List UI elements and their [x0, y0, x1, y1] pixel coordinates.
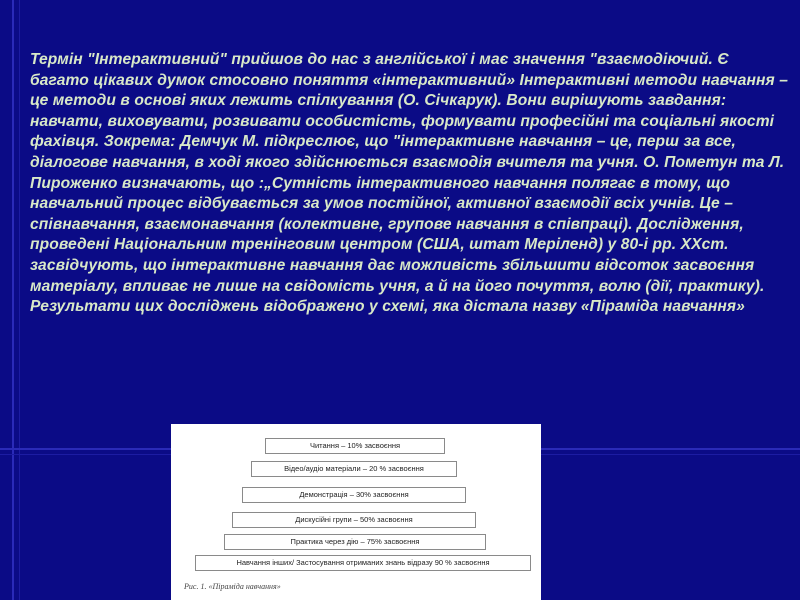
pyramid-level-2: Відео/аудіо матеріали – 20 % засвоєння — [251, 461, 457, 477]
pyramid-level-5: Практика через дію – 75% засвоєння — [224, 534, 486, 550]
pyramid-level-1: Читання – 10% засвоєння — [265, 438, 445, 454]
pyramid-level-4: Дискусійні групи – 50% засвоєння — [232, 512, 476, 528]
pyramid-level-6: Навчання інших/ Застосування отриманих знань відразу 90 % засвоєння — [195, 555, 531, 571]
figure-caption: Рис. 1. «Піраміда навчання» — [184, 582, 281, 591]
frame-line-vertical — [12, 0, 14, 600]
frame-line-vertical-thin — [19, 0, 20, 600]
learning-pyramid-figure — [171, 424, 541, 600]
pyramid-level-3: Демонстрація – 30% засвоєння — [242, 487, 466, 503]
slide-paragraph: Термін "Інтерактивний" прийшов до нас з англійської і має значення "взаємодіючий. Є багато цікавих думок стосовно поняття «інтерактивний» Інтерактивні методи навчання – це методи в основі яких лежить спілкування (О. Січкарук). Вони вирішують завдання: навчати, виховувати, розвивати особистість, формувати професійні та соціальні якості фахівця. Зокрема: Демчук М. підкреслює, що "інтерактивне навчання – це, перш за все, діалогове навчання, в ході якого здійснюється взаємодія вчителя та учня. О. Пометун та Л. Пироженко визначають, що :„Сутність інтерактивного навчання полягає в тому, що навчальний процес відбувається за умов постійної, активної взаємодії всіх учнів. Це –співнавчання, взаємонавчання (колективне, групове навчання в співпраці). Дослідження, проведені Національним тренінговим центром (США, штат Меріленд) у 80-і рр. ХХст. засвідчують, що інтерактивне навчання дає можливість збільшити відсоток засвоєння матеріалу, впливає не лише на свідомість учня, а й на його почуття, волю (дії, практику). Результати цих досліджень відображено у схемі, яка дістала назву «Піраміда навчання» — [30, 51, 789, 316]
